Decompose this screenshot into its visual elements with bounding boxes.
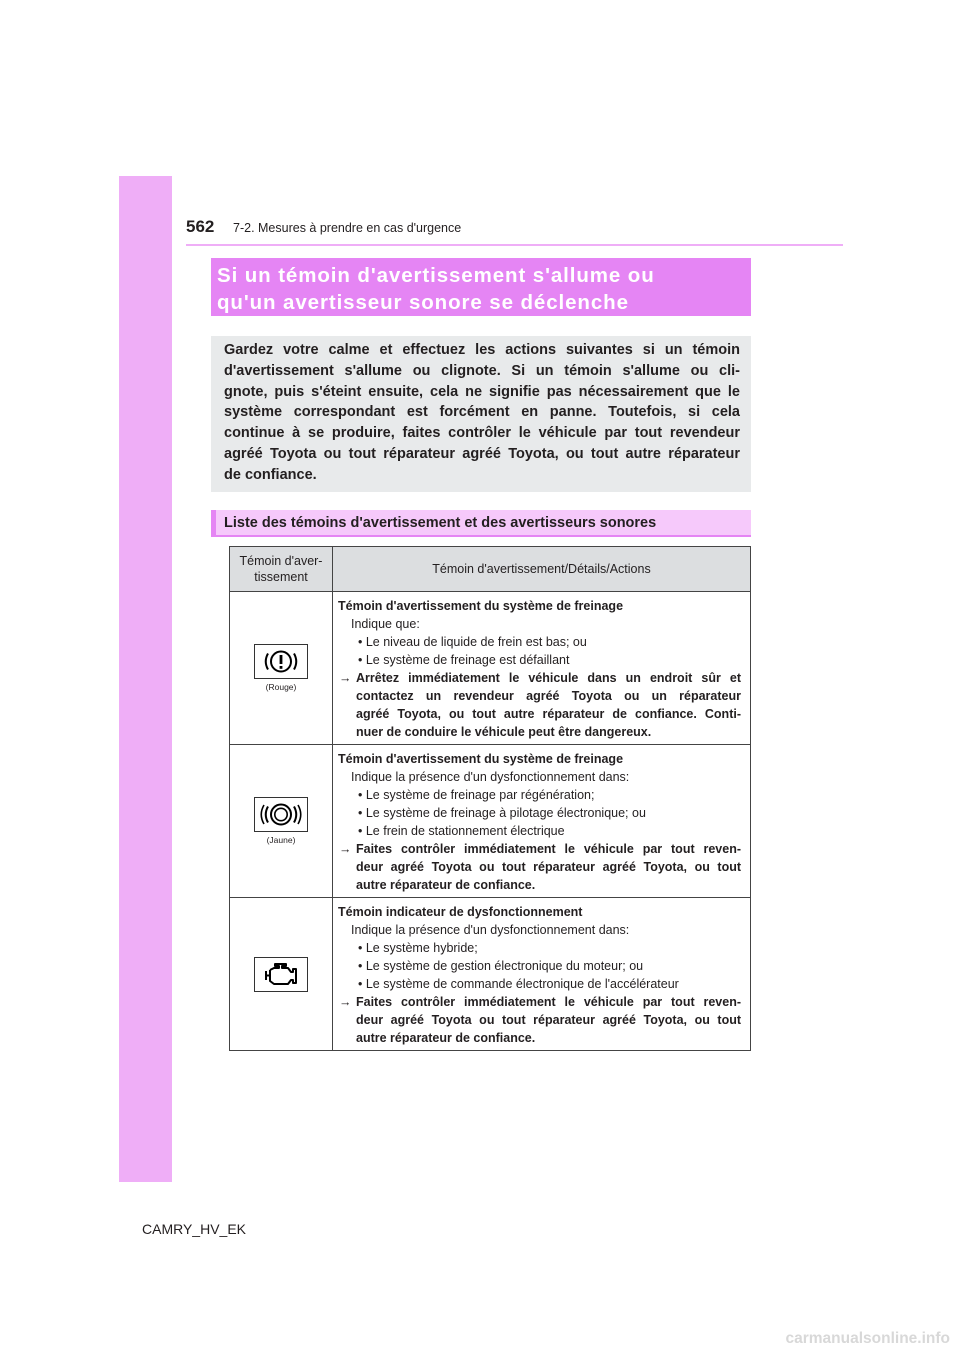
action-text <box>338 840 741 894</box>
icon-cell <box>230 745 333 898</box>
table-header-row <box>230 547 751 592</box>
intro-paragraph <box>211 336 751 492</box>
brake-warning-exclamation-icon <box>254 644 308 679</box>
list-item: • Le système de freinage par régénération; <box>358 788 595 802</box>
header-rule <box>186 244 843 246</box>
footer-model-code: CAMRY_HV_EK <box>142 1221 247 1237</box>
details-cell <box>333 898 751 1051</box>
intro-line: agréé Toyota ou tout réparateur agréé Toyota, ou tout autre réparateur <box>224 445 740 462</box>
check-engine-icon <box>254 957 308 992</box>
intro-line: gnote, puis s'éteint ensuite, cela ne signifie pas nécessairement que le <box>224 383 740 400</box>
column-header-light: Témoin d'aver- tissement <box>230 547 333 592</box>
table-row <box>230 745 751 898</box>
table-row <box>230 898 751 1051</box>
details-cell <box>333 592 751 745</box>
indicates-text: Indique la présence d'un dysfonctionnement dans: <box>351 923 630 937</box>
lamp-color-label: (Jaune) <box>266 835 296 845</box>
running-header: 7-2. Mesures à prendre en cas d'urgence <box>233 221 462 235</box>
list-item: • Le système de gestion électronique du moteur; ou <box>358 959 644 973</box>
action-text <box>338 669 741 741</box>
intro-line: d'avertissement s'allume ou clignote. Si un témoin s'allume ou cli- <box>224 362 740 379</box>
arrow-icon: → <box>339 671 352 685</box>
lamp-color-label: (Rouge) <box>265 682 297 692</box>
subheading-rule <box>211 535 751 537</box>
list-item: • Le système hybride; <box>358 941 478 955</box>
light-title: Témoin indicateur de dysfonctionnement <box>338 905 583 919</box>
action-text <box>338 993 741 1047</box>
indicates-text: Indique que: <box>351 617 420 631</box>
action-line: Faites contrôler immédiatement le véhicule par tout reven- <box>356 995 741 1009</box>
action-line: Arrêtez immédiatement le véhicule dans un endroit sûr et <box>356 671 741 685</box>
light-title: Témoin d'avertissement du système de freinage <box>338 599 624 613</box>
intro-line: continue à se produire, faites contrôler le véhicule par tout revendeur <box>224 425 740 442</box>
section-title-line: Si un témoin d'avertissement s'allume ou <box>217 264 655 287</box>
list-item: • Le système de freinage à pilotage électronique; ou <box>358 806 646 820</box>
action-line: deur agréé Toyota ou tout réparateur agréé Toyota, ou tout <box>356 860 741 874</box>
intro-line: Gardez votre calme et effectuez les actions suivantes si un témoin <box>224 342 740 358</box>
action-line: autre réparateur de confiance. <box>356 1031 536 1045</box>
light-title: Témoin d'avertissement du système de freinage <box>338 752 624 766</box>
column-header-details: Témoin d'avertissement/Détails/Actions <box>333 547 751 592</box>
intro-line: de confiance. <box>224 466 317 483</box>
page-number: 562 <box>186 217 215 236</box>
intro-line: système correspondant est forcément en panne. Toutefois, si cela <box>224 404 740 421</box>
action-line: Faites contrôler immédiatement le véhicule par tout reven- <box>356 842 741 856</box>
action-line: nuer de conduire le véhicule peut être dangereux. <box>356 725 652 739</box>
action-line: contactez un revendeur agréé Toyota ou un réparateur <box>356 689 741 703</box>
arrow-icon: → <box>339 995 352 1009</box>
icon-cell <box>230 898 333 1051</box>
list-item: • Le frein de stationnement électrique <box>358 824 565 838</box>
action-line: deur agréé Toyota ou tout réparateur agréé Toyota, ou tout <box>356 1013 741 1027</box>
watermark: carmanualsonline.info <box>785 1330 950 1347</box>
section-title-line: qu'un avertisseur sonore se déclenche <box>217 291 629 314</box>
arrow-icon: → <box>339 842 352 856</box>
chapter-sidebar-tab <box>119 176 172 1182</box>
subheading: Liste des témoins d'avertissement et des avertisseurs sonores <box>211 510 751 537</box>
list-item: • Le niveau de liquide de frein est bas; ou <box>358 635 587 649</box>
section-title <box>211 258 751 316</box>
list-item: • Le système de commande électronique de l'accélérateur <box>358 977 679 991</box>
icon-cell <box>230 592 333 745</box>
indicates-text: Indique la présence d'un dysfonctionnement dans: <box>351 770 630 784</box>
action-line: autre réparateur de confiance. <box>356 878 536 892</box>
action-line: agréé Toyota, ou tout autre réparateur de confiance. Conti- <box>356 707 741 721</box>
table-row <box>230 592 751 745</box>
warning-lights-table <box>229 546 751 1051</box>
brake-system-warning-icon <box>254 797 308 832</box>
list-item: • Le système de freinage est défaillant <box>358 653 570 667</box>
details-cell <box>333 745 751 898</box>
